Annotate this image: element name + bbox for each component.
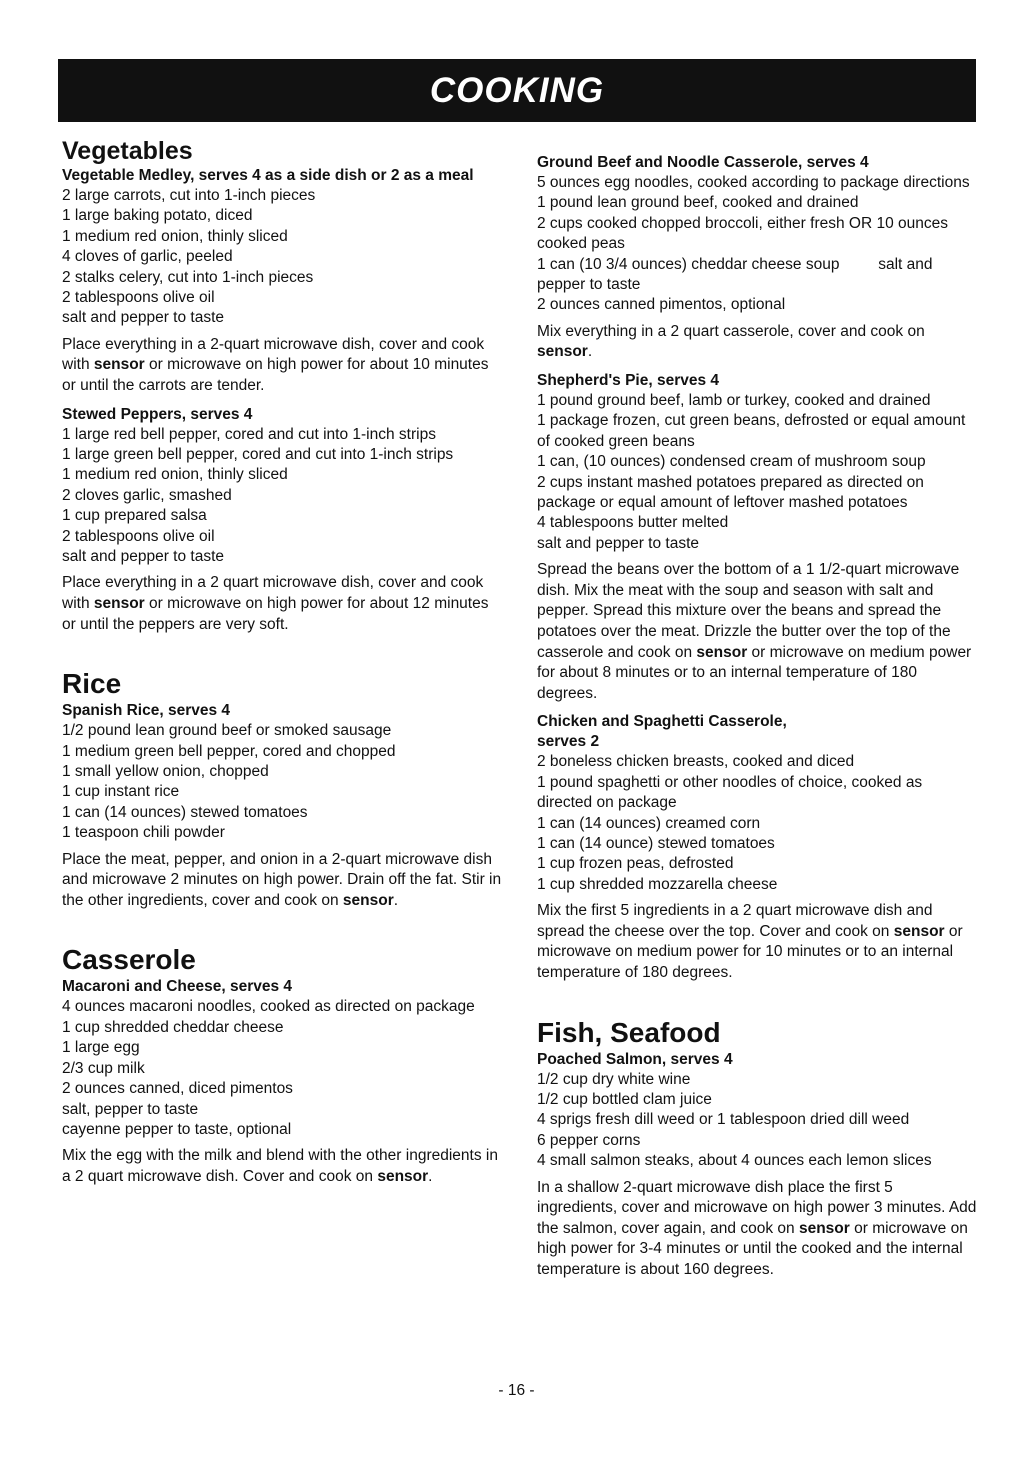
page-number: - 16 - bbox=[498, 1382, 535, 1399]
ingredient: 1 teaspoon chili powder bbox=[62, 824, 225, 842]
recipe-stewed-peppers bbox=[62, 405, 502, 636]
ingredient: 1 medium red onion, thinly sliced bbox=[62, 227, 288, 245]
ingredient: 1 cup shredded cheddar cheese bbox=[62, 1018, 284, 1036]
ingredient: 5 ounces egg noodles, cooked according to package directions bbox=[537, 174, 970, 191]
ingredient: 2 cups cooked chopped broccoli, either fresh OR 10 ounces cooked peas bbox=[537, 214, 953, 253]
ingredient: 1 can (14 ounce) stewed tomatoes bbox=[537, 835, 775, 853]
ingredient: salt and pepper to taste bbox=[62, 309, 225, 327]
right-column bbox=[537, 153, 977, 1281]
recipe-poached-salmon bbox=[537, 1050, 977, 1281]
recipe-directions: Place everything in a 2 quart microwave dish, cover and cook with sensor or microwave on high power for about 12 minutes or until the peppers are very soft. bbox=[62, 574, 489, 633]
ingredient: 4 ounces macaroni noodles, cooked as directed on package bbox=[62, 998, 475, 1016]
ingredient: 1 can, (10 ounces) condensed cream of mushroom soup bbox=[537, 453, 926, 471]
banner-title: COOKING bbox=[429, 70, 605, 110]
ingredient: salt, pepper to taste bbox=[62, 1100, 199, 1118]
ingredient: 1 cup frozen peas, defrosted bbox=[537, 855, 734, 873]
recipe-directions: Mix everything in a 2 quart casserole, cover and cook on sensor. bbox=[537, 322, 925, 361]
ingredient: 6 pepper corns bbox=[537, 1131, 641, 1149]
ingredient: 1/2 pound lean ground beef or smoked sausage bbox=[62, 722, 392, 740]
heading-casserole: Casserole bbox=[62, 944, 196, 976]
ingredient: 1 medium green bell pepper, cored and chopped bbox=[62, 742, 396, 760]
recipe-ground-beef-casserole bbox=[537, 153, 977, 363]
ingredient: 1 can (14 ounces) creamed corn bbox=[537, 814, 761, 832]
ingredient: 1/2 cup bottled clam juice bbox=[537, 1091, 712, 1109]
ingredient: 2 stalks celery, cut into 1-inch pieces bbox=[62, 268, 314, 286]
ingredient: 2 boneless chicken breasts, cooked and diced bbox=[537, 753, 855, 771]
recipe-title-serves: serves 2 bbox=[537, 733, 600, 751]
recipe-title: Stewed Peppers, serves 4 bbox=[62, 405, 253, 423]
ingredient: 1 cup shredded mozzarella cheese bbox=[537, 875, 778, 893]
ingredient: 4 cloves of garlic, peeled bbox=[62, 248, 233, 266]
ingredient: 1 medium red onion, thinly sliced bbox=[62, 466, 288, 484]
ingredient: 1 cup prepared salsa bbox=[62, 507, 207, 525]
ingredient: 2 large carrots, cut into 1-inch pieces bbox=[62, 187, 316, 204]
recipe-chicken-spaghetti bbox=[537, 712, 977, 983]
ingredient: 1 cup instant rice bbox=[62, 783, 180, 801]
recipe-title: Chicken and Spaghetti Casserole, bbox=[537, 713, 787, 731]
ingredient: 1 large egg bbox=[62, 1039, 140, 1057]
ingredient: 1/2 cup dry white wine bbox=[537, 1070, 691, 1088]
ingredient: 2 tablespoons olive oil bbox=[62, 527, 215, 545]
section-banner bbox=[58, 59, 976, 122]
recipe-title: Ground Beef and Noodle Casserole, serves 4 bbox=[537, 154, 869, 171]
ingredient: salt and pepper to taste bbox=[62, 548, 225, 566]
ingredient: 2 ounces canned pimentos, optional bbox=[537, 296, 786, 314]
ingredient: 2 ounces canned, diced pimentos bbox=[62, 1080, 293, 1098]
heading-rice: Rice bbox=[62, 668, 122, 700]
recipe-directions: Place the meat, pepper, and onion in a 2-quart microwave dish and microwave 2 minutes on high power. Drain off the fat. Stir in the other ingredients, cover and cook on sensor. bbox=[62, 850, 502, 909]
recipe-title: Vegetable Medley, serves 4 as a side dish or 2 as a meal bbox=[62, 167, 474, 184]
recipe-vegetable-medley bbox=[62, 166, 502, 397]
heading-fish-seafood: Fish, Seafood bbox=[537, 1016, 721, 1048]
recipe-title: Shepherd's Pie, serves 4 bbox=[537, 372, 720, 390]
recipe-title: Macaroni and Cheese, serves 4 bbox=[62, 978, 293, 996]
ingredient: 2 tablespoons olive oil bbox=[62, 289, 215, 307]
ingredient: 1 pound ground beef, lamb or turkey, cooked and drained bbox=[537, 392, 931, 410]
ingredient: 1 pound spaghetti or other noodles of choice, cooked as directed on package bbox=[537, 773, 927, 812]
ingredient: 1 large green bell pepper, cored and cut into 1-inch strips bbox=[62, 446, 454, 464]
ingredient: 1 can (14 ounces) stewed tomatoes bbox=[62, 803, 308, 821]
ingredient: 1 large red bell pepper, cored and cut into 1-inch strips bbox=[62, 425, 436, 443]
ingredient: 4 small salmon steaks, about 4 ounces each lemon slices bbox=[537, 1152, 932, 1170]
ingredient: salt and pepper to taste bbox=[537, 534, 700, 552]
recipe-directions: Mix the first 5 ingredients in a 2 quart microwave dish and spread the cheese over the top. Cover and cook on sensor or microwave on medium power for 10 minutes or to an internal temperature of 180 degrees. bbox=[537, 902, 963, 982]
ingredient: cayenne pepper to taste, optional bbox=[62, 1120, 292, 1138]
recipe-title: Poached Salmon, serves 4 bbox=[537, 1050, 733, 1068]
recipe-directions: Mix the egg with the milk and blend with the other ingredients in a 2 quart microwave dish. Cover and cook on sensor. bbox=[62, 1147, 498, 1185]
recipe-directions: Spread the beans over the bottom of a 1 1/2-quart microwave dish. Mix the meat with the soup and season with salt and pepper. Spread this mixture over the beans and spread the potatoes over the meat. Drizzle the butter over the top of the casserole and cook on sensor or microwave on medium power for about 8 minutes or to an internal temperature of 180 degrees. bbox=[537, 561, 972, 702]
left-column bbox=[62, 136, 502, 1188]
recipe-title: Spanish Rice, serves 4 bbox=[62, 702, 231, 720]
recipe-spanish-rice bbox=[62, 701, 502, 911]
recipe-macaroni-cheese bbox=[62, 977, 502, 1187]
ingredient: 2/3 cup milk bbox=[62, 1059, 145, 1077]
ingredient: 1 pound lean ground beef, cooked and drained bbox=[537, 194, 859, 212]
recipe-directions: Place everything in a 2-quart microwave dish, cover and cook with sensor or microwave on high power for about 10 minutes or until the carrots are tender. bbox=[62, 335, 489, 395]
ingredient: 2 cloves garlic, smashed bbox=[62, 486, 232, 504]
ingredient: 1 can (10 3/4 ounces) cheddar cheese soup salt and pepper to taste bbox=[537, 255, 937, 294]
ingredient: 2 cups instant mashed potatoes prepared as directed on package or equal amount of leftover mashed potatoes bbox=[537, 473, 929, 512]
ingredient: 1 large baking potato, diced bbox=[62, 207, 253, 225]
ingredient: 4 sprigs fresh dill weed or 1 tablespoon dried dill weed bbox=[537, 1111, 910, 1129]
ingredient: 4 tablespoons butter melted bbox=[537, 514, 729, 532]
ingredient: 1 small yellow onion, chopped bbox=[62, 763, 269, 781]
heading-vegetables: Vegetables bbox=[62, 137, 193, 165]
recipe-shepherds-pie bbox=[537, 371, 977, 704]
recipe-directions: In a shallow 2-quart microwave dish place the first 5 ingredients, cover and microwave on high power 3 minutes. Add the salmon, cover again, and cook on sensor or microwave on high power for 3-4 minutes or until the cooked and the internal temperature is about 160 degrees. bbox=[537, 1178, 977, 1279]
ingredient: 1 package frozen, cut green beans, defrosted or equal amount of cooked green beans bbox=[537, 412, 970, 450]
